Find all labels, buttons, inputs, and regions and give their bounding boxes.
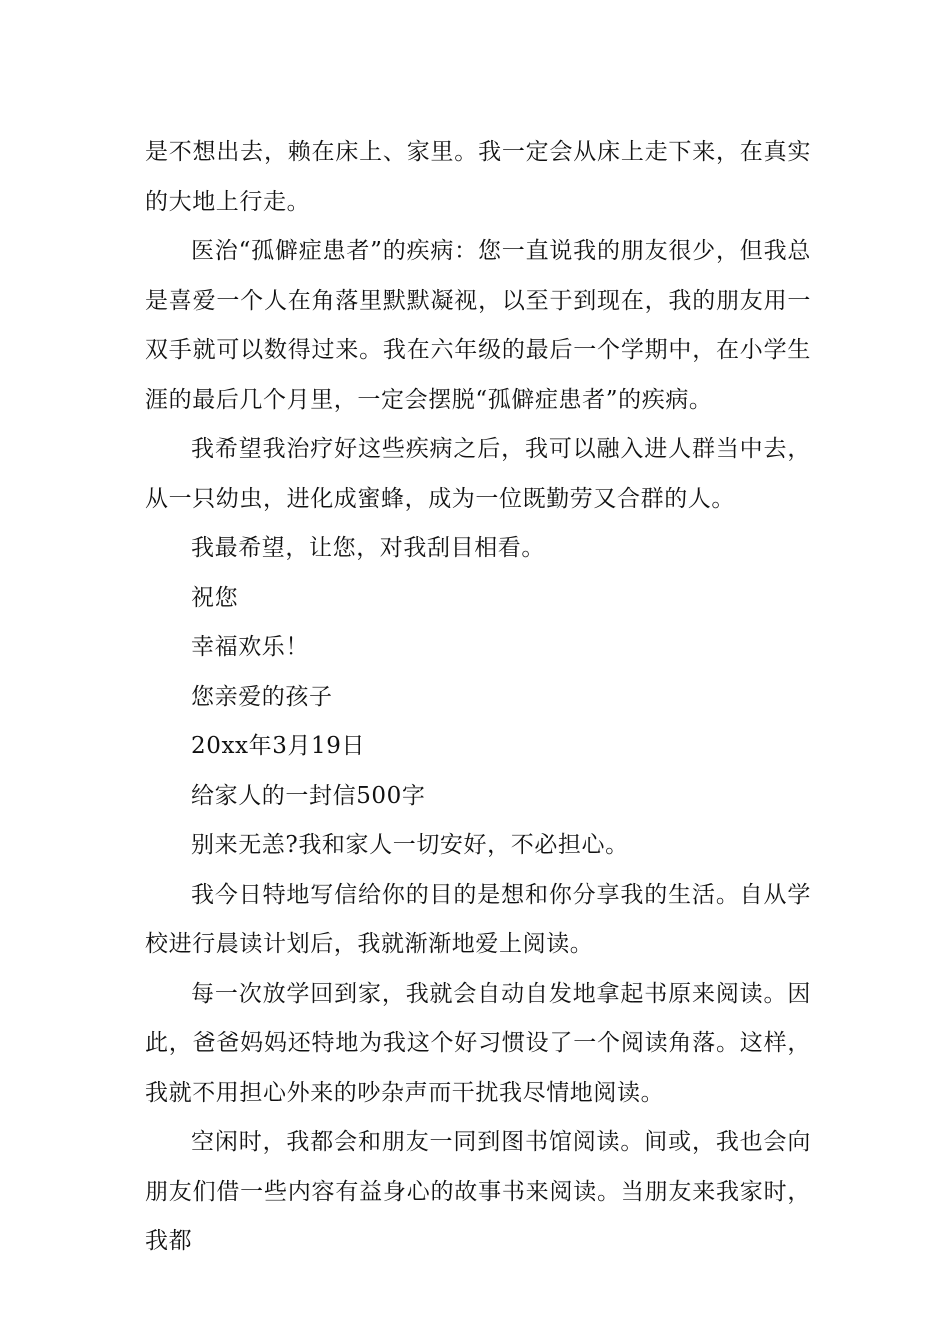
paragraph-isolation: 医治“孤僻症患者”的疾病：您一直说我的朋友很少，但我总是喜爱一个人在角落里默默凝视，以至于到现在，我的朋友用一双手就可以数得过来。我在六年级的最后一个学期中，在小学生涯的最后几个月里，一定会摆脱“孤僻症患者”的疾病。	[145, 238, 811, 413]
letter-date: 20xx年3月19日	[191, 733, 366, 759]
paragraph-home-reading: 每一次放学回到家，我就会自动自发地拿起书原来阅读。因此，爸爸妈妈还特地为我这个好习惯设了一个阅读角落。这样，我就不用担心外来的吵杂声而干扰我尽情地阅读。	[145, 980, 811, 1106]
section-title: 给家人的一封信500字	[191, 782, 426, 809]
paragraph-library: 空闲时，我都会和朋友一同到图书馆阅读。间或，我也会向朋友们借一些内容有益身心的故事书来阅读。当朋友来我家时，我都	[145, 1129, 811, 1254]
paragraph-greeting: 别来无恙?我和家人一切安好，不必担心。	[191, 832, 629, 858]
paragraph-continuation: 是不想出去，赖在床上、家里。我一定会从床上走下来，在真实的大地上行走。	[145, 139, 811, 215]
document-body	[145, 128, 811, 1267]
closing-greeting: 祝您	[191, 584, 239, 611]
signature: 您亲爱的孩子	[191, 683, 333, 710]
closing-blessing: 幸福欢乐！	[191, 634, 309, 660]
paragraph-hope: 我希望我治疗好这些疾病之后，我可以融入进人群当中去，从一只幼虫，进化成蜜蜂，成为一位既勤劳又合群的人。	[145, 436, 811, 512]
paragraph-purpose: 我今日特地写信给你的目的是想和你分享我的生活。自从学校进行晨读计划后，我就渐渐地爱上阅读。	[145, 881, 811, 957]
paragraph-wish: 我最希望，让您，对我刮目相看。	[191, 535, 545, 561]
